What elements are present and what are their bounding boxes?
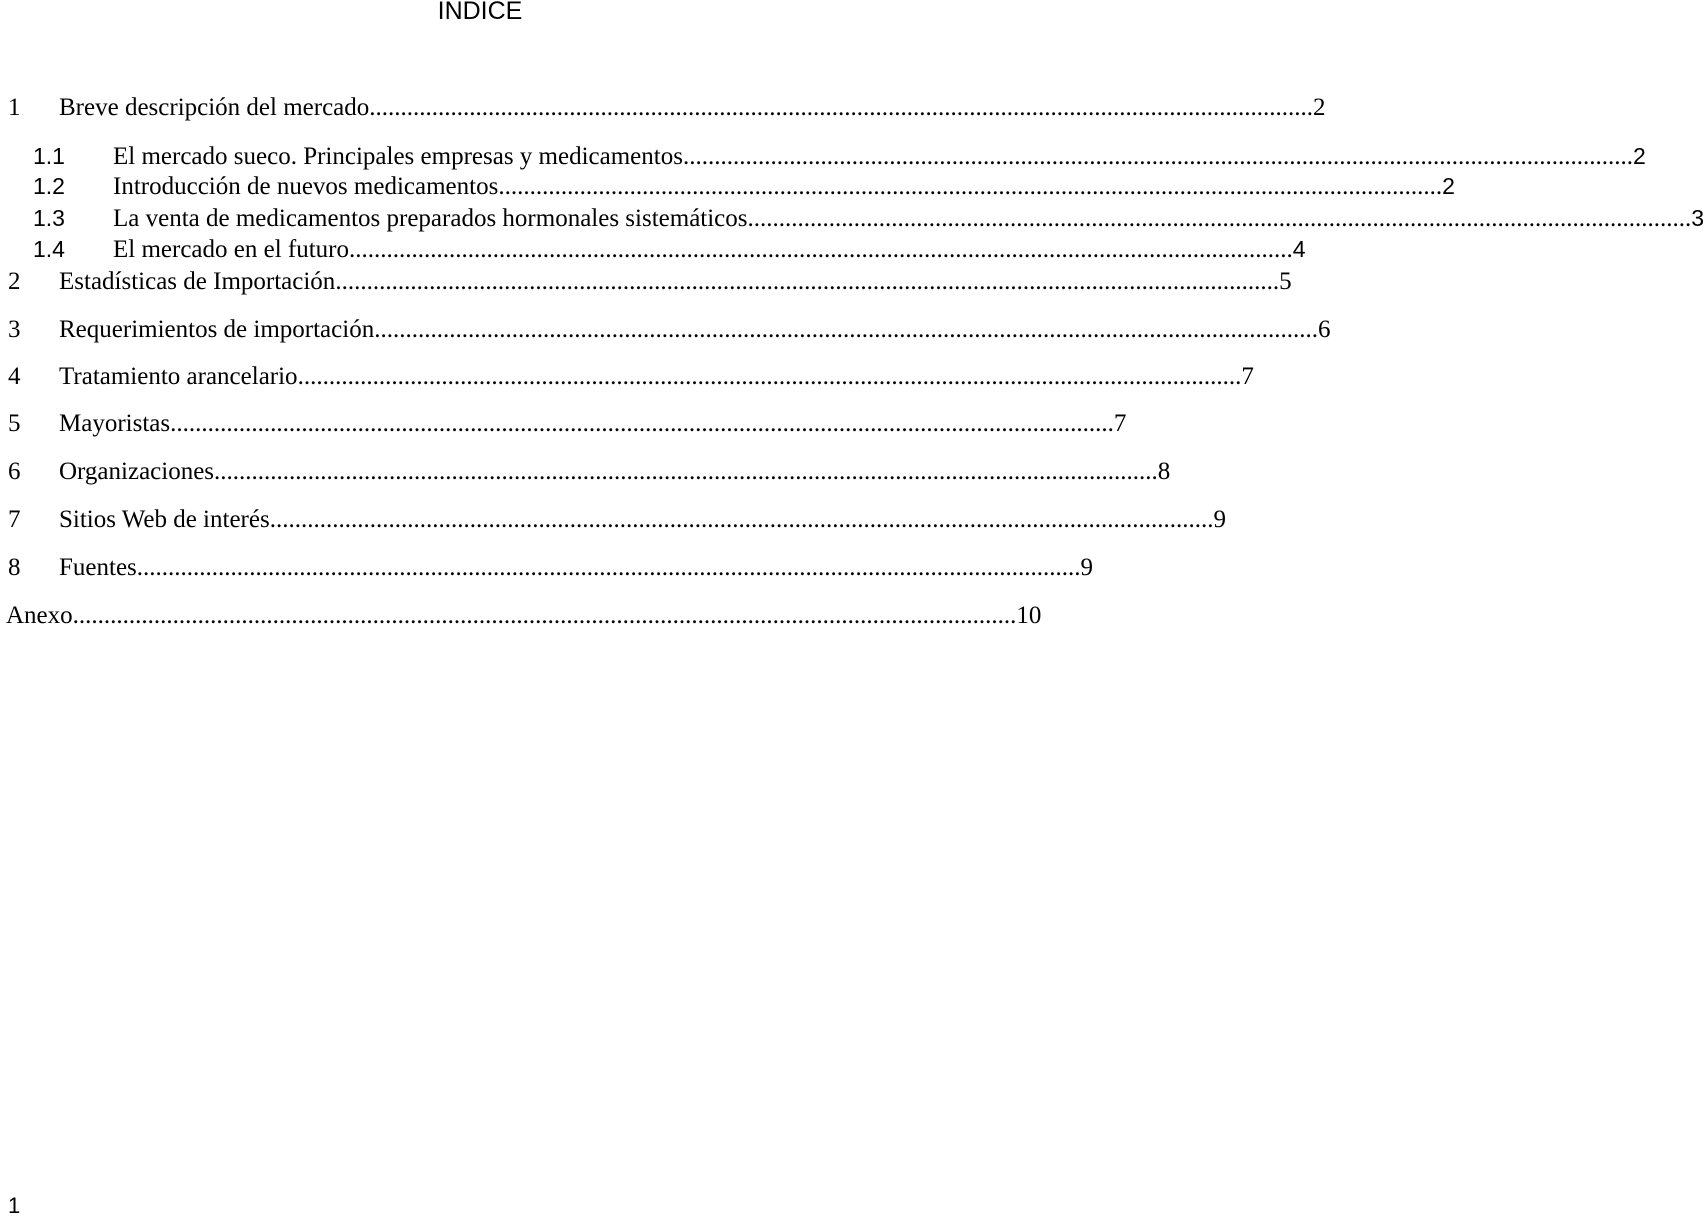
toc-entry-page: 4 bbox=[1292, 236, 1306, 262]
toc-entry-page: 2 bbox=[1313, 94, 1326, 121]
toc-entry[interactable] bbox=[8, 315, 1331, 345]
dot-leader: ....................................................................................................................................................... bbox=[374, 316, 1318, 343]
toc-entry-label: Breve descripción del mercado bbox=[59, 94, 370, 121]
toc-entry-label: Sitios Web de interés bbox=[59, 506, 270, 533]
dot-leader: ....................................................................................................................................................... bbox=[269, 506, 1214, 533]
toc-entry[interactable] bbox=[8, 505, 1226, 535]
dot-leader: ....................................................................................................................................................... bbox=[214, 458, 1158, 485]
dot-leader: ....................................................................................................................................................... bbox=[297, 363, 1242, 390]
toc-entry[interactable] bbox=[8, 553, 1094, 583]
toc-entry-page: 10 bbox=[1016, 602, 1042, 629]
toc-entry-label: Fuentes bbox=[59, 554, 137, 581]
toc-entry[interactable] bbox=[8, 267, 1292, 297]
toc-entry[interactable] bbox=[8, 409, 1127, 439]
toc-entry-annex[interactable] bbox=[6, 601, 1042, 631]
toc-entry-number: 6 bbox=[8, 458, 21, 485]
toc-entry-number: 1.2 bbox=[33, 173, 65, 199]
toc-entry-page: 6 bbox=[1317, 316, 1331, 343]
toc-entry-number: 3 bbox=[8, 316, 21, 343]
toc-entry-label: Anexo bbox=[6, 602, 73, 629]
toc-entry[interactable] bbox=[33, 171, 1455, 201]
toc-entry[interactable] bbox=[33, 234, 1306, 264]
toc-entry-page: 9 bbox=[1080, 554, 1094, 581]
toc-entry-number: 5 bbox=[8, 410, 21, 437]
toc-entry[interactable] bbox=[8, 93, 1326, 123]
toc-entry-label: Organizaciones bbox=[59, 458, 215, 485]
toc-entry-number: 1.4 bbox=[33, 236, 65, 262]
toc-entry-page: 2 bbox=[1442, 173, 1455, 199]
toc-entry-label: El mercado en el futuro bbox=[113, 236, 350, 263]
toc-entry-number: 2 bbox=[8, 268, 21, 295]
toc-entry[interactable] bbox=[8, 457, 1171, 487]
toc-entry-page: 2 bbox=[1632, 143, 1646, 169]
dot-leader: ....................................................................................................................................................... bbox=[349, 236, 1293, 263]
toc-entry-page: 9 bbox=[1213, 506, 1226, 533]
toc-entry-number: 1.3 bbox=[33, 205, 65, 231]
dot-leader: ....................................................................................................................................................... bbox=[369, 94, 1314, 121]
toc-entry[interactable] bbox=[33, 141, 1646, 171]
dot-leader: ....................................................................................................................................................... bbox=[689, 143, 1633, 170]
toc-entry-number: 8 bbox=[8, 554, 21, 581]
toc-entry[interactable] bbox=[33, 203, 1704, 233]
toc-entry-label: Requerimientos de importación bbox=[59, 316, 375, 343]
toc-entry-number: 4 bbox=[8, 363, 21, 390]
toc-entry-label: Introducción de nuevos medicamentos bbox=[113, 173, 499, 200]
toc-entry[interactable] bbox=[8, 362, 1254, 392]
dot-leader: ....................................................................................................................................................... bbox=[747, 205, 1692, 232]
dot-leader: ....................................................................................................................................................... bbox=[498, 173, 1443, 200]
toc-entry-number: 1.1 bbox=[33, 143, 65, 169]
page-title: INDICE bbox=[437, 0, 523, 25]
toc-entry-page: 5 bbox=[1279, 268, 1292, 295]
toc-entry-label: El mercado sueco. Principales empresas y medicamentos. bbox=[113, 143, 690, 170]
dot-leader: ....................................................................................................................................................... bbox=[136, 554, 1081, 581]
toc-entry-page: 7 bbox=[1241, 363, 1254, 390]
dot-leader: ....................................................................................................................................................... bbox=[170, 410, 1114, 437]
toc-entry-page: 7 bbox=[1113, 410, 1127, 437]
toc-entry-label: La venta de medicamentos preparados hormonales sistemáticos bbox=[113, 205, 748, 232]
toc-entry-label: Estadísticas de Importación bbox=[59, 268, 336, 295]
toc-entry-page: 8 bbox=[1157, 458, 1171, 485]
toc-entry-number: 7 bbox=[8, 506, 21, 533]
toc-entry-number: 1 bbox=[8, 94, 21, 121]
toc-entry-page: 3 bbox=[1691, 205, 1704, 231]
toc-entry-label: Mayoristas bbox=[59, 410, 171, 437]
dot-leader: ....................................................................................................................................................... bbox=[72, 602, 1017, 629]
toc-entry-label: Tratamiento arancelario bbox=[59, 363, 298, 390]
dot-leader: ....................................................................................................................................................... bbox=[335, 268, 1280, 295]
page-number: 1 bbox=[8, 1193, 21, 1218]
